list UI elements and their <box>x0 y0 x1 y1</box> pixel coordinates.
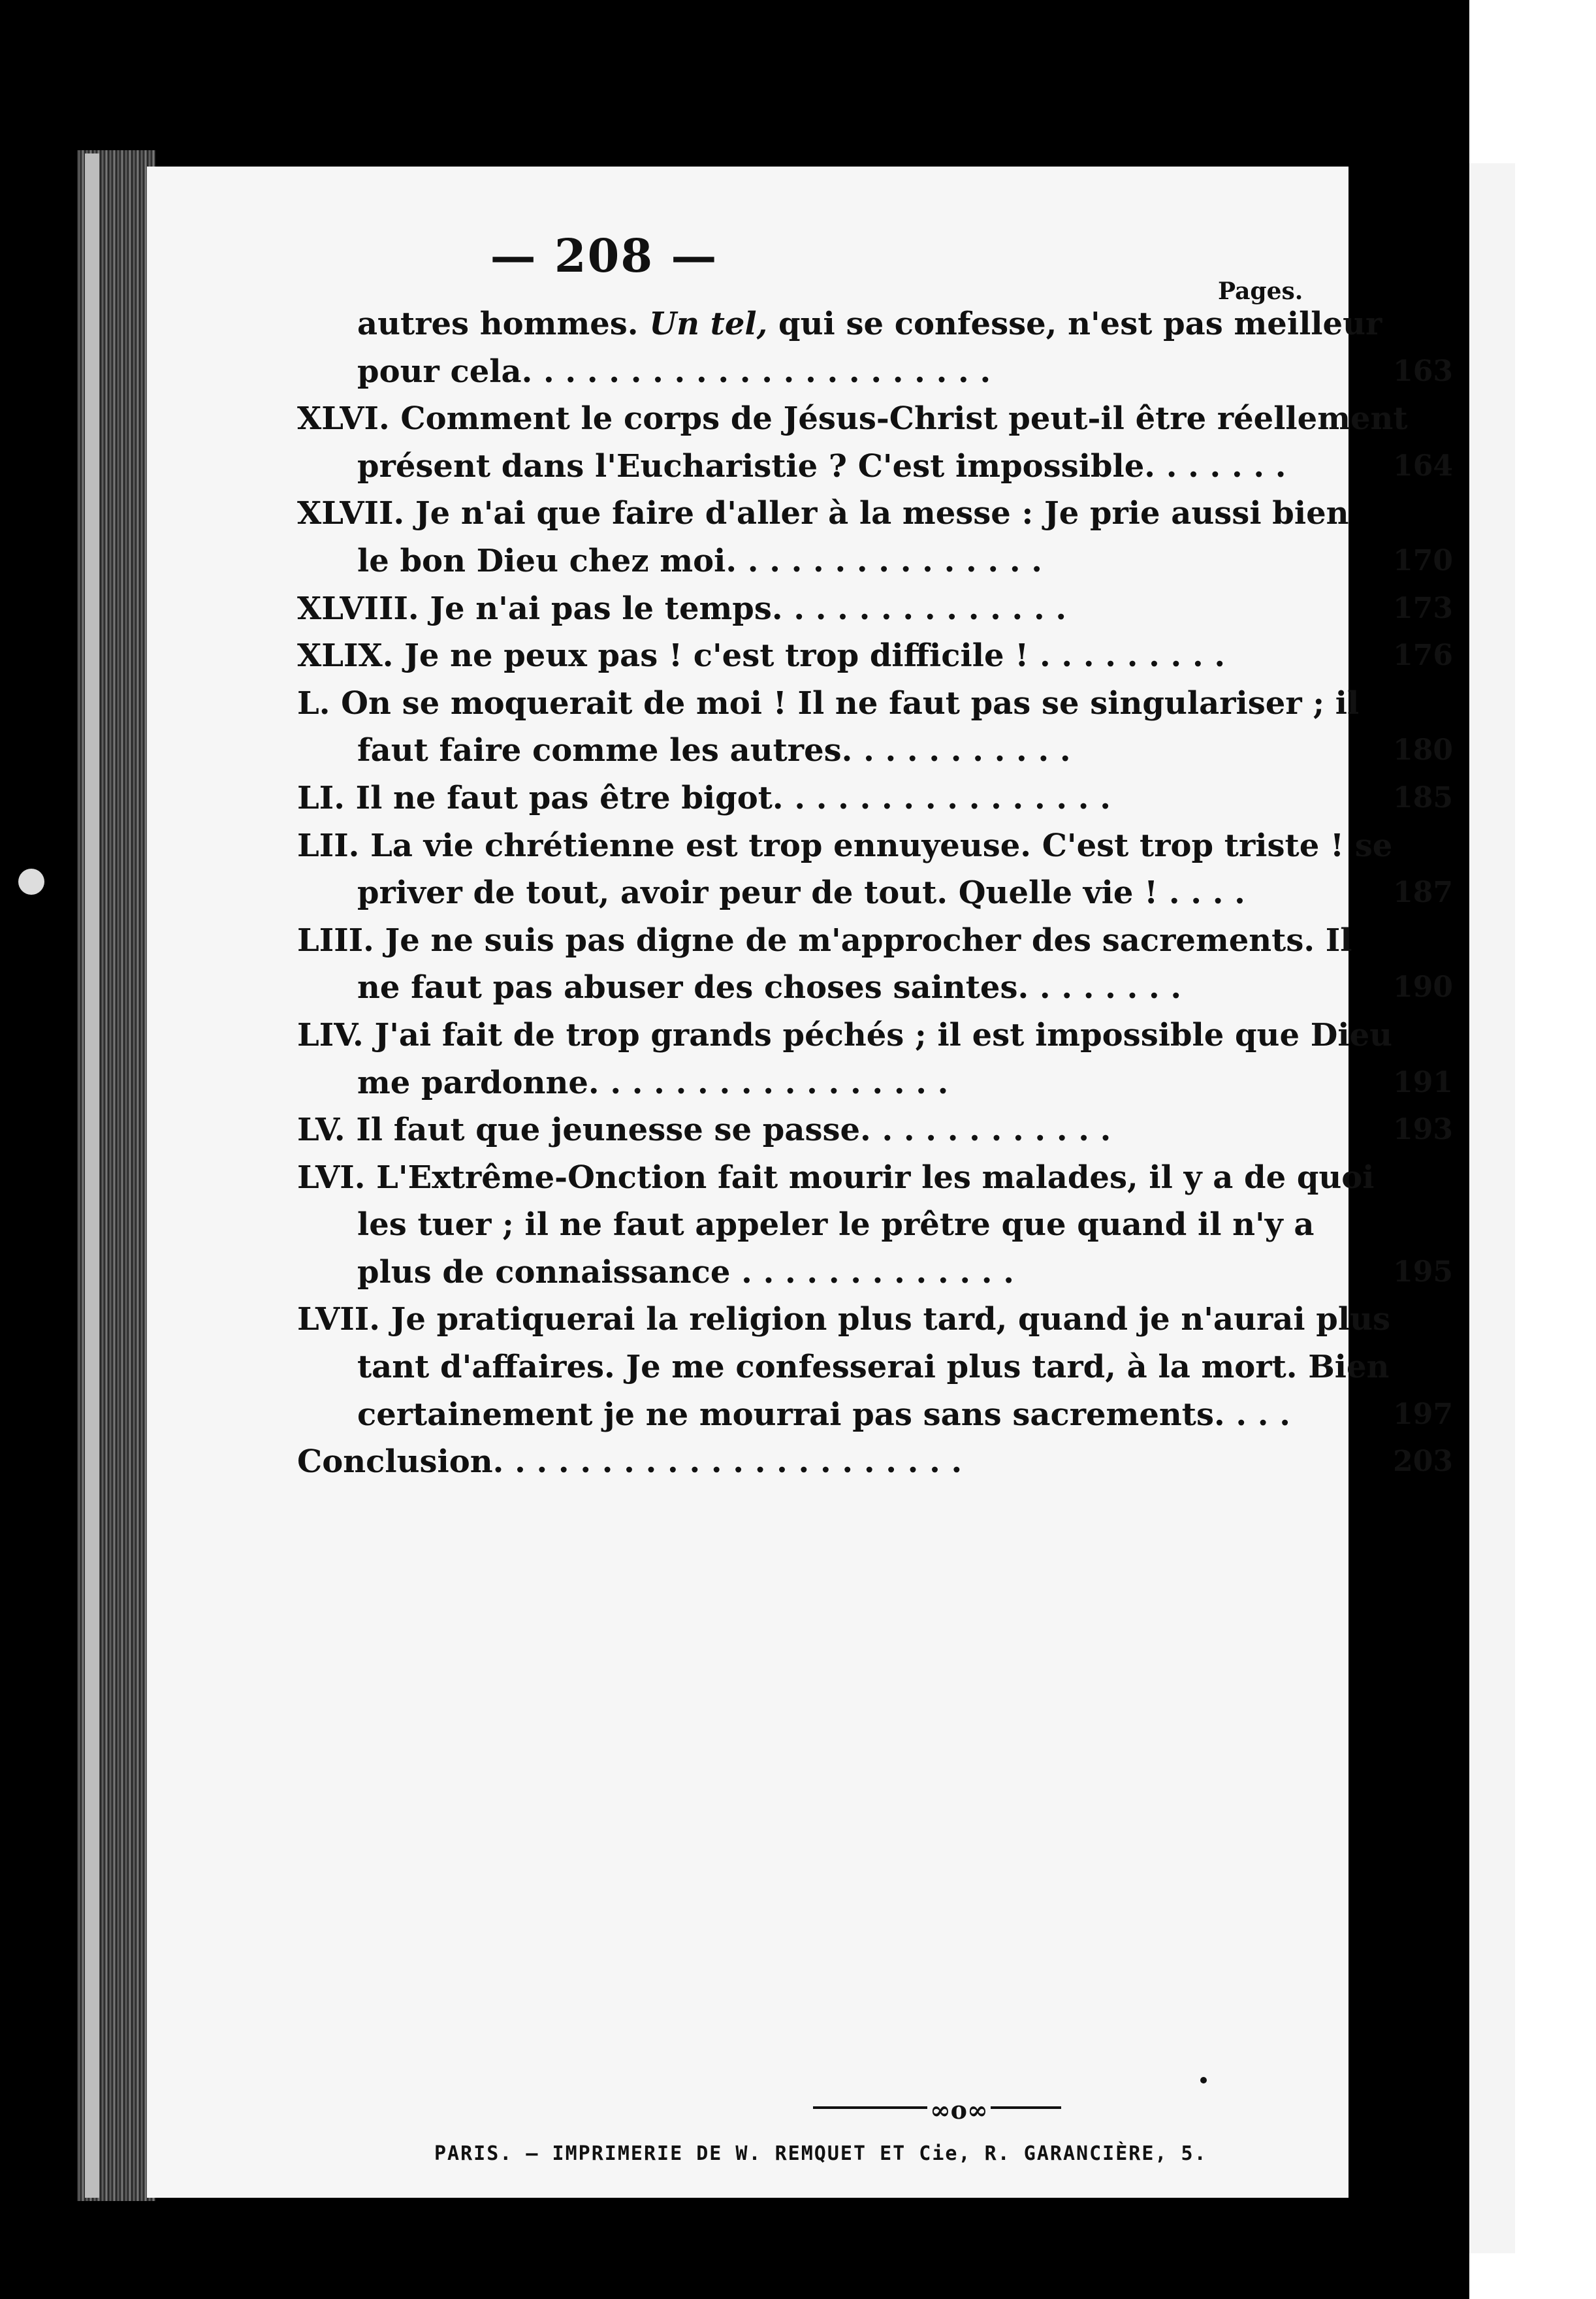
toc-line <box>297 869 1453 917</box>
closing-ornament: ∞o∞ <box>927 2095 991 2125</box>
table-of-contents <box>297 300 1453 1486</box>
toc-line-text: LVII. Je pratiquerai la religion plus tard, quand je n'aurai plus <box>297 1301 1391 1338</box>
toc-line-text: ne faut pas abuser des choses saintes. . . . . . . . <box>357 969 1182 1006</box>
book-page <box>147 167 1453 2198</box>
adjacent-page-edge <box>1469 163 1515 2253</box>
toc-line-text: les tuer ; il ne faut appeler le prêtre que quand il n'y a <box>357 1206 1315 1244</box>
toc-page-number: 191 <box>1393 1065 1453 1099</box>
toc-line-text: présent dans l'Eucharistie ? C'est impossible. . . . . . . <box>357 447 1286 485</box>
toc-line-text: LIII. Je ne suis pas digne de m'approcher des sacrements. Il <box>297 922 1352 959</box>
toc-line <box>297 1154 1453 1202</box>
toc-line <box>297 1201 1453 1249</box>
printer-imprint: PARIS. — IMPRIMERIE DE W. REMQUET ET Cie, R. GARANCIÈRE, 5. <box>434 2142 1207 2165</box>
toc-line <box>297 917 1453 965</box>
toc-page-number: 170 <box>1393 543 1453 577</box>
toc-line-text: me pardonne. . . . . . . . . . . . . . . . . <box>357 1064 949 1101</box>
toc-text-italic: Un tel, <box>649 306 768 342</box>
toc-line <box>297 1438 1453 1486</box>
pages-column-label: Pages. <box>1218 278 1303 305</box>
toc-line <box>297 1059 1453 1107</box>
toc-line <box>297 1343 1453 1391</box>
toc-page-number: 195 <box>1393 1255 1453 1289</box>
speck-mark <box>1200 2077 1207 2083</box>
toc-line <box>297 1296 1453 1343</box>
toc-line <box>297 1012 1453 1059</box>
toc-line <box>297 395 1453 443</box>
toc-page-number: 190 <box>1393 971 1453 1005</box>
adjacent-page <box>1469 0 1596 2299</box>
toc-line <box>297 964 1453 1012</box>
toc-page-number: 197 <box>1393 1397 1453 1431</box>
toc-line <box>297 822 1453 870</box>
speck-mark <box>18 869 44 895</box>
toc-line <box>297 1249 1453 1296</box>
toc-page-number: 185 <box>1393 780 1453 814</box>
toc-line-text: plus de connaissance . . . . . . . . . . . . . <box>357 1253 1014 1291</box>
toc-line-text: certainement je ne mourrai pas sans sacrements. . . . <box>357 1396 1290 1433</box>
toc-text-part: qui se confesse, n'est pas meilleur <box>767 306 1382 342</box>
toc-page-number: 203 <box>1393 1445 1453 1479</box>
toc-line <box>297 585 1453 633</box>
toc-page-number: 163 <box>1393 354 1453 388</box>
toc-line-text: XLVIII. Je n'ai pas le temps. . . . . . . . . . . . . . <box>297 590 1067 627</box>
toc-line-text: tant d'affaires. Je me confesserai plus tard, à la mort. Bien <box>357 1349 1390 1386</box>
toc-line-text: LI. Il ne faut pas être bigot. . . . . . . . . . . . . . . . <box>297 779 1111 816</box>
toc-line-text: LII. La vie chrétienne est trop ennuyeuse. C'est trop triste ! se <box>297 827 1393 864</box>
toc-line <box>297 348 1453 396</box>
toc-line-text: XLIX. Je ne peux pas ! c'est trop difficile ! . . . . . . . . . <box>297 637 1226 675</box>
toc-page-number: 173 <box>1393 591 1453 625</box>
toc-line-text: Conclusion. . . . . . . . . . . . . . . . . . . . . . <box>297 1443 963 1481</box>
toc-page-number: 193 <box>1393 1113 1453 1147</box>
toc-line-text: faut faire comme les autres. . . . . . . . . . . <box>357 732 1071 769</box>
page-number-header: — 208 — <box>490 229 718 283</box>
toc-line <box>297 1391 1453 1439</box>
book-page-edge-highlight <box>85 153 99 2198</box>
toc-line <box>297 490 1453 538</box>
toc-line-text: LIV. J'ai fait de trop grands péchés ; il est impossible que Dieu <box>297 1016 1392 1053</box>
toc-text-part: autres hommes. <box>357 306 650 342</box>
toc-page-number: 164 <box>1393 449 1453 483</box>
toc-line <box>297 727 1453 775</box>
toc-line <box>297 775 1453 822</box>
toc-line-text: priver de tout, avoir peur de tout. Quelle vie ! . . . . <box>357 875 1245 912</box>
toc-line <box>297 632 1453 680</box>
toc-line-text: L. On se moquerait de moi ! Il ne faut pas se singulariser ; il <box>297 684 1360 722</box>
toc-line <box>297 1106 1453 1154</box>
toc-line <box>297 680 1453 728</box>
toc-page-number: 180 <box>1393 733 1453 767</box>
toc-line-text: LV. Il faut que jeunesse se passe. . . . . . . . . . . . <box>297 1112 1111 1149</box>
toc-line-text: LVI. L'Extrême-Onction fait mourir les malades, il y a de quoi <box>297 1159 1375 1196</box>
toc-page-number: 176 <box>1393 639 1453 673</box>
toc-line <box>297 443 1453 490</box>
toc-line-text: le bon Dieu chez moi. . . . . . . . . . . . . . . <box>357 542 1042 579</box>
toc-line-text: pour cela. . . . . . . . . . . . . . . . . . . . . . <box>357 353 991 390</box>
toc-line-text <box>357 300 1382 348</box>
toc-line <box>297 538 1453 585</box>
toc-line <box>297 300 1453 348</box>
toc-line-text: XLVI. Comment le corps de Jésus-Christ peut-il être réellement <box>297 400 1408 438</box>
toc-line-text: XLVII. Je n'ai que faire d'aller à la messe : Je prie aussi bien <box>297 495 1349 532</box>
toc-page-number: 187 <box>1393 876 1453 910</box>
